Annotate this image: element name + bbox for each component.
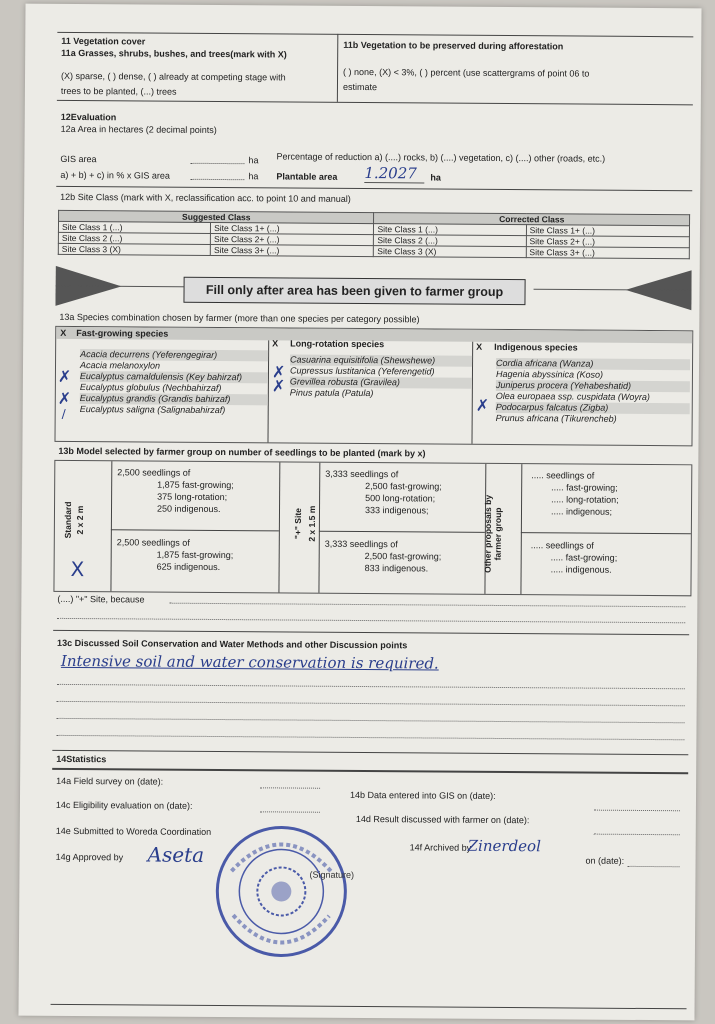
gis-entry-field[interactable] bbox=[594, 810, 680, 812]
s12-title: 12Evaluation bbox=[60, 111, 117, 123]
field-survey-label: 14a Field survey on (date): bbox=[56, 775, 164, 787]
gis-area-field[interactable] bbox=[190, 163, 244, 164]
divider bbox=[337, 34, 338, 102]
x-mark: ✗ bbox=[57, 388, 72, 408]
on-date-label: on (date): bbox=[585, 855, 625, 866]
divider bbox=[52, 768, 688, 774]
field-survey-field[interactable] bbox=[260, 787, 320, 788]
gis-area-label: GIS area bbox=[60, 153, 97, 165]
species-item[interactable]: Cupressus lustitanica (Yeferengetid) bbox=[289, 365, 435, 377]
species-item[interactable]: Podocarpus falcatus (Zigba) bbox=[496, 402, 690, 414]
x-col-header: X bbox=[272, 338, 279, 349]
species-item[interactable]: Acacia decurrens (Yeferengegirar) bbox=[80, 349, 268, 361]
ha-unit: ha bbox=[430, 172, 441, 183]
result-discussed-label: 14d Result discussed with farmer on (date): bbox=[355, 813, 530, 826]
s11-title: 11 Vegetation cover bbox=[61, 35, 146, 47]
divider bbox=[52, 750, 688, 755]
species-item[interactable]: Grevillea robusta (Gravilea) bbox=[290, 377, 472, 389]
plus-site-because: (....) "+" Site, because bbox=[57, 593, 145, 605]
model-box: Standard 2 x 2 m X "+" Site 2 x 1.5 m Other proposals by farmer group 2,500 seedlings of 1,875 fast-growing; 375 long-rotation; 250 indigenous. 2,500 seedlings of 1,875 fast-growing; 625 indigenous. 3,333 seedlings of 2,500 fast-growing; 500 long-rotation; 333 indigenous; 3,333 seedlings of 2,500 fast-growing; 833 indigenous. ..... seedlings of ..... fast-growing; ..... long-rotation; ..... indigenous; ..... seedlings of ..... fast-growing; ..... indigenous. bbox=[53, 460, 692, 596]
s13c-title: 13c Discussed Soil Conservation and Water Methods and other Discussion points bbox=[57, 637, 408, 651]
divider bbox=[57, 100, 693, 105]
s11a-title: 11a Grasses, shrubs, bushes, and trees(mark with X) bbox=[61, 47, 287, 60]
species-item[interactable]: Olea europaea ssp. cuspidata (Woyra) bbox=[495, 390, 650, 403]
s12a-title: 12a Area in hectares (2 decimal points) bbox=[60, 123, 217, 135]
site-class-cell[interactable]: Site Class 2 (...) bbox=[374, 235, 526, 247]
site-class-cell[interactable]: Site Class 1+ (...) bbox=[526, 225, 689, 237]
species-item[interactable]: Pinus patula (Patula) bbox=[289, 387, 374, 399]
site-class-cell[interactable]: Site Class 1 (...) bbox=[58, 221, 210, 233]
standard-size: 2 x 2 m bbox=[74, 505, 86, 535]
because-field[interactable] bbox=[169, 603, 685, 608]
ha-unit: ha bbox=[248, 155, 259, 166]
s13b-title: 13b Model selected by farmer group on number of seedlings to be planted (mark by x) bbox=[58, 445, 426, 459]
s12b-title: 12b Site Class (mark with X, reclassification acc. to point 10 and manual) bbox=[60, 191, 351, 204]
x-mark: ✗ bbox=[271, 376, 286, 396]
species-item[interactable]: Prunus africana (Tikurencheb) bbox=[495, 412, 617, 424]
woreda-label: 14e Submitted to Woreda Coordination bbox=[55, 825, 212, 837]
s11b-options: ( ) none, (X) < 3%, ( ) percent (use scattergrams of point 06 to bbox=[343, 66, 590, 79]
s11b-options-2: estimate bbox=[342, 81, 378, 93]
divider bbox=[53, 630, 689, 635]
species-item[interactable]: Eucalyptus camaldulensis (Key bahirzaf) bbox=[80, 371, 268, 383]
s14-title: 14Statistics bbox=[56, 753, 107, 765]
s11b-title: 11b Vegetation to be preserved during afforestation bbox=[343, 39, 564, 52]
site-class-cell[interactable]: Site Class 3 (X) bbox=[374, 246, 526, 258]
result-discussed-field[interactable] bbox=[594, 834, 680, 836]
fast-growing-header: Fast-growing species bbox=[76, 328, 169, 339]
species-item[interactable]: Casuarina equisitifolia (Shewshewe) bbox=[290, 355, 472, 367]
species-item[interactable]: Eucalyptus grandis (Grandis bahirzaf) bbox=[80, 393, 268, 405]
species-table bbox=[54, 326, 693, 446]
long-rotation-header: Long-rotation species bbox=[290, 338, 385, 350]
banner: Fill only after area has been given to farmer group bbox=[183, 277, 525, 305]
species-item[interactable]: Eucalyptus saligna (Salignabahirzaf) bbox=[79, 404, 226, 416]
eligibility-field[interactable] bbox=[260, 811, 320, 812]
reduction-label: Percentage of reduction a) (....) rocks, b) (....) vegetation, c) (....) other (roads, etc.) bbox=[276, 151, 606, 164]
slash-mark: / bbox=[61, 406, 66, 421]
x-mark: ✗ bbox=[271, 362, 286, 382]
corrected-header: Corrected Class bbox=[374, 213, 690, 226]
plantable-value[interactable]: 1.2027 bbox=[364, 164, 424, 183]
s11a-options: (X) sparse, ( ) dense, ( ) already at competing stage with bbox=[61, 70, 286, 83]
species-item[interactable]: Acacia melanoxylon bbox=[79, 360, 161, 371]
x-mark: X bbox=[70, 556, 85, 582]
official-stamp-icon bbox=[211, 823, 355, 960]
species-item[interactable]: Juniperus procera (Yehabeshatid) bbox=[496, 380, 690, 392]
site-class-cell[interactable]: Site Class 1+ (...) bbox=[211, 222, 374, 234]
discussion-text[interactable]: Intensive soil and water conservation is required. bbox=[60, 651, 439, 673]
site-class-cell[interactable]: Site Class 3 (X) bbox=[58, 243, 210, 255]
site-class-cell[interactable]: Site Class 2+ (...) bbox=[211, 233, 374, 245]
archived-date-field[interactable] bbox=[628, 866, 680, 867]
divider bbox=[57, 32, 693, 37]
divider bbox=[56, 186, 692, 191]
standard-label: Standard bbox=[62, 501, 74, 539]
s13a-title: 13a Species combination chosen by farmer (more than one species per category possible) bbox=[59, 311, 420, 325]
archived-signature[interactable]: Zinerdeol bbox=[467, 836, 541, 856]
site-class-cell[interactable]: Site Class 3+ (...) bbox=[526, 247, 689, 259]
species-item[interactable]: Hagenia abyssinica (Koso) bbox=[495, 368, 604, 380]
x-col-header: X bbox=[476, 341, 483, 352]
site-class-cell[interactable]: Site Class 1 (...) bbox=[374, 224, 526, 236]
site-class-cell[interactable]: Site Class 2+ (...) bbox=[526, 236, 689, 248]
x-col-header: X bbox=[60, 327, 67, 338]
plantable-label: Plantable area bbox=[276, 171, 338, 182]
plus-site-label: "+" Site bbox=[292, 508, 304, 540]
form-page bbox=[18, 4, 701, 1021]
gis-entry-label: 14b Data entered into GIS on (date): bbox=[349, 789, 496, 801]
ha-unit: ha bbox=[248, 171, 259, 182]
site-class-cell[interactable]: Site Class 3+ (...) bbox=[210, 244, 373, 256]
species-item[interactable]: Eucalyptus globulus (Nechbahirzaf) bbox=[79, 382, 222, 394]
s11a-options-2: trees to be planted, (...) trees bbox=[60, 85, 177, 97]
site-class-cell[interactable]: Site Class 2 (...) bbox=[58, 232, 210, 244]
abc-field[interactable] bbox=[190, 179, 244, 180]
approved-signature[interactable]: Aseta bbox=[147, 842, 205, 867]
x-mark: ✗ bbox=[57, 366, 72, 386]
signature-label: (Signature) bbox=[309, 869, 355, 880]
approved-label: 14g Approved by bbox=[55, 851, 124, 863]
divider bbox=[51, 1004, 687, 1009]
eligibility-label: 14c Eligibility evaluation on (date): bbox=[55, 799, 193, 811]
species-item[interactable]: Cordia africana (Wanza) bbox=[496, 358, 690, 370]
other-proposals-label: Other proposals by farmer group bbox=[482, 494, 504, 573]
suggested-header: Suggested Class bbox=[59, 210, 375, 223]
plus-site-size: 2 x 1.5 m bbox=[306, 505, 318, 542]
indigenous-header: Indigenous species bbox=[494, 341, 578, 353]
abc-label: a) + b) + c) in % x GIS area bbox=[60, 169, 170, 181]
x-mark: ✗ bbox=[475, 395, 490, 415]
site-class-table bbox=[58, 210, 690, 259]
archived-label: 14f Archived by bbox=[409, 842, 472, 853]
